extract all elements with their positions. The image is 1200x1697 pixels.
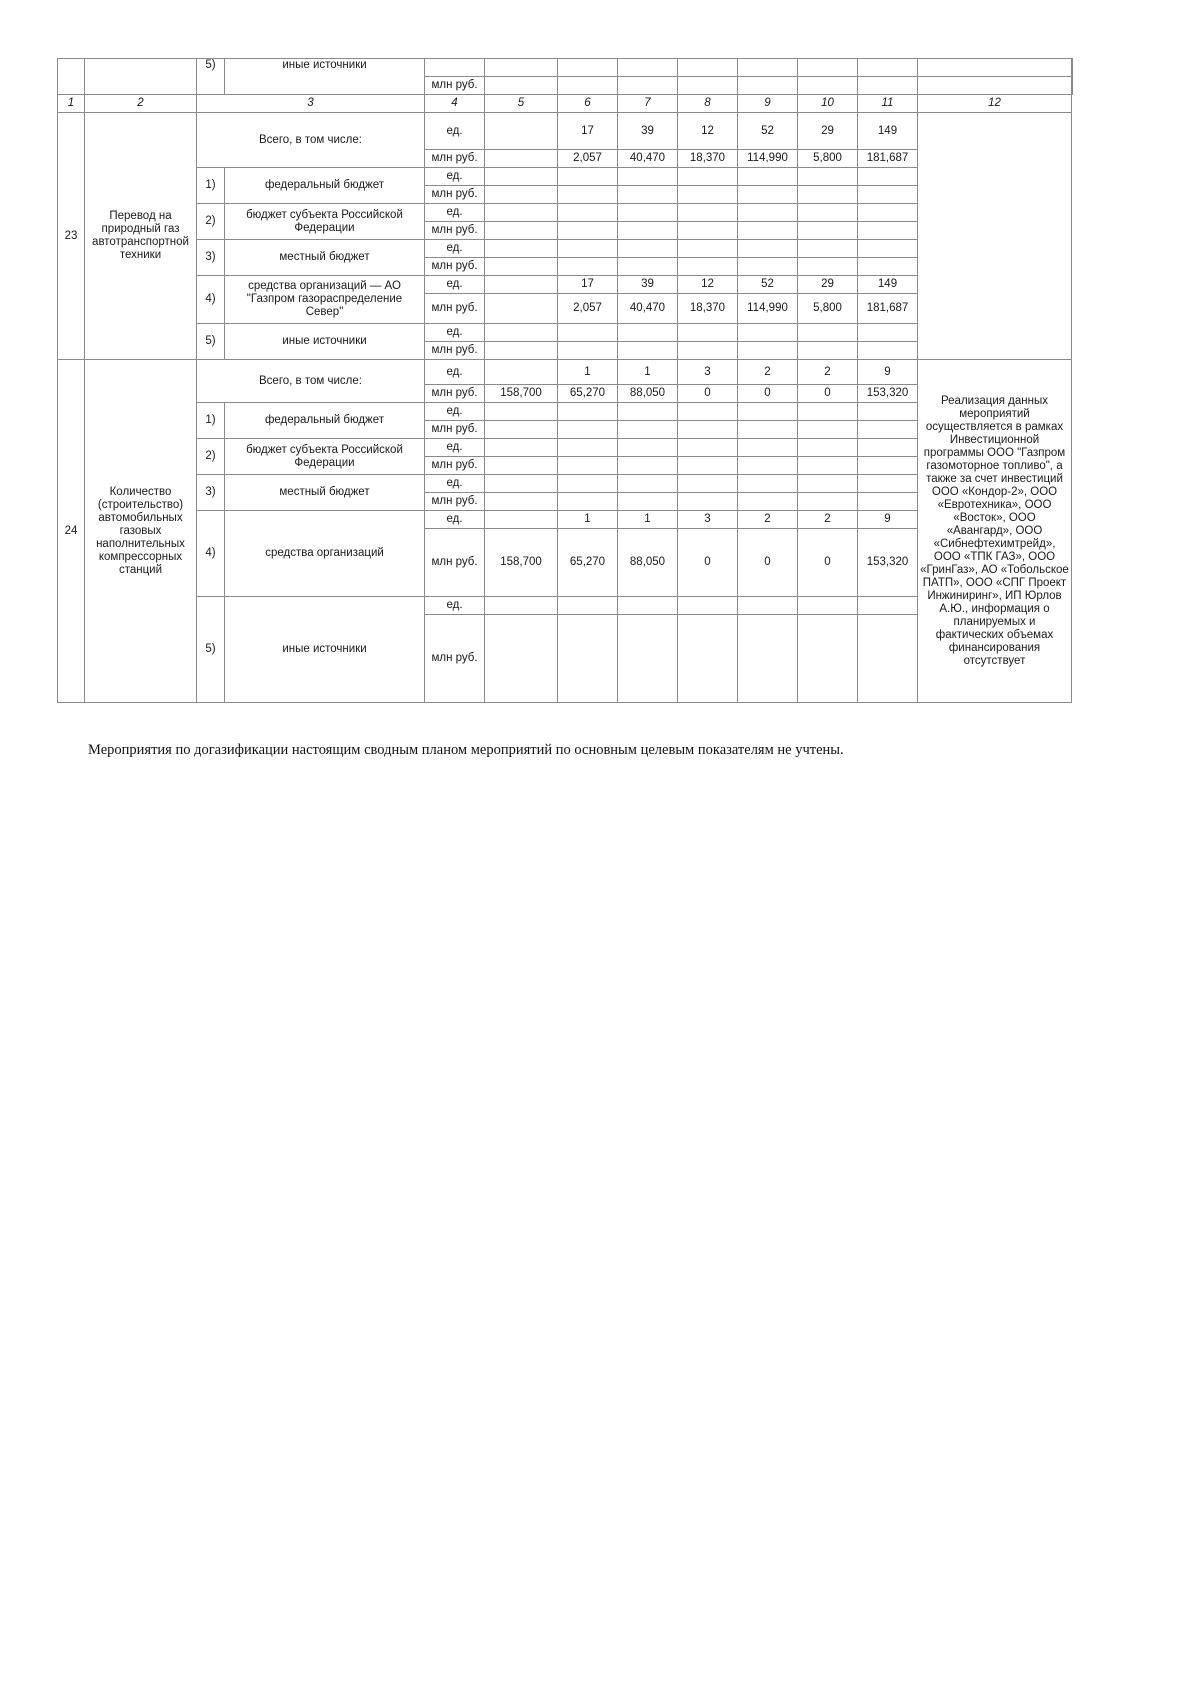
cell [798, 186, 858, 204]
value [485, 511, 558, 529]
source-label: иные источники [225, 597, 425, 703]
source-num: 4) [197, 276, 225, 324]
plan-table [57, 58, 1073, 703]
cell [558, 324, 618, 342]
cell [558, 403, 618, 421]
cell [618, 186, 678, 204]
value: 17 [558, 113, 618, 150]
value [485, 294, 558, 324]
value: 3 [678, 360, 738, 385]
unit: ед. [425, 240, 485, 258]
row-note: Реализация данных мероприятий осуществляется в рамках Инвестиционной программы ООО "Газпром газомоторное топливо", а также за счет инвестиций ООО «Кондор-2», ООО «Евротехника», ООО «Восток», ООО «Авангард», ООО «Сибнефтехимтрейд», ООО «ТПК ГАЗ», ООО «ГринГаз», АО «Тобольское ПАТП», ООО «СПГ Проект Инжиниринг», ИП Юрлов А.Ю., информация о планируемых и фактических объемах финансирования отсутствует [918, 360, 1072, 703]
value: 18,370 [678, 294, 738, 324]
unit: ед. [425, 597, 485, 615]
unit: ед. [425, 475, 485, 493]
source-label: средства организаций — АО "Газпром газораспределение Север" [225, 276, 425, 324]
cell [618, 258, 678, 276]
carry-empty-2 [85, 59, 197, 95]
unit: млн руб. [425, 457, 485, 475]
cell [558, 342, 618, 360]
footnote-paragraph: Мероприятия по догазификации настоящим сводным планом мероприятий по основным целевым показателям не учтены. [88, 742, 844, 758]
cell [858, 493, 918, 511]
cell [678, 204, 738, 222]
value: 153,320 [858, 529, 918, 597]
unit: млн руб. [425, 294, 485, 324]
cell [798, 258, 858, 276]
value: 65,270 [558, 385, 618, 403]
cell [618, 342, 678, 360]
value: 2 [798, 511, 858, 529]
cell [485, 475, 558, 493]
carry-unit-mln: млн руб. [425, 77, 485, 95]
cell [485, 421, 558, 439]
col-num: 11 [858, 95, 918, 113]
value: 40,470 [618, 294, 678, 324]
cell [858, 597, 918, 615]
value: 1 [618, 360, 678, 385]
cell [618, 597, 678, 615]
cell [558, 59, 618, 77]
source-label: федеральный бюджет [225, 168, 425, 204]
cell [485, 324, 558, 342]
cell [738, 59, 798, 77]
value: 181,687 [858, 294, 918, 324]
cell [485, 493, 558, 511]
cell [798, 324, 858, 342]
cell [798, 597, 858, 615]
cell [738, 77, 798, 95]
value: 114,990 [738, 150, 798, 168]
cell [738, 475, 798, 493]
source-num: 1) [197, 168, 225, 204]
unit: ед. [425, 511, 485, 529]
col-num: 4 [425, 95, 485, 113]
cell [678, 324, 738, 342]
cell [485, 403, 558, 421]
cell [858, 457, 918, 475]
row-number: 23 [58, 113, 85, 360]
cell [858, 439, 918, 457]
cell [678, 186, 738, 204]
cell [618, 615, 678, 703]
cell [798, 457, 858, 475]
cell [678, 457, 738, 475]
cell [678, 240, 738, 258]
cell [858, 403, 918, 421]
cell [738, 240, 798, 258]
cell [678, 342, 738, 360]
value: 52 [738, 276, 798, 294]
cell [618, 222, 678, 240]
value: 65,270 [558, 529, 618, 597]
source-label: местный бюджет [225, 240, 425, 276]
col-num: 10 [798, 95, 858, 113]
unit: ед. [425, 324, 485, 342]
value: 12 [678, 276, 738, 294]
unit: ед. [425, 204, 485, 222]
col-num: 7 [618, 95, 678, 113]
col-num: 1 [58, 95, 85, 113]
value: 2 [738, 511, 798, 529]
cell [678, 258, 738, 276]
value: 149 [858, 276, 918, 294]
unit: млн руб. [425, 493, 485, 511]
cell [798, 615, 858, 703]
cell [858, 204, 918, 222]
source-num: 3) [197, 240, 225, 276]
cell [558, 615, 618, 703]
row-note-empty [918, 113, 1072, 360]
cell [558, 240, 618, 258]
cell [918, 59, 1072, 77]
value: 0 [798, 385, 858, 403]
cell [618, 493, 678, 511]
cell [618, 403, 678, 421]
cell [678, 439, 738, 457]
cell [738, 403, 798, 421]
cell [485, 240, 558, 258]
cell [678, 421, 738, 439]
value: 0 [738, 385, 798, 403]
cell [798, 222, 858, 240]
value: 149 [858, 113, 918, 150]
source-num: 1) [197, 403, 225, 439]
value: 88,050 [618, 385, 678, 403]
value: 9 [858, 360, 918, 385]
cell [798, 421, 858, 439]
row-title: Количество (строительство) автомобильных газовых наполнительных компрессорных станций [85, 360, 197, 703]
cell [798, 77, 858, 95]
cell [558, 204, 618, 222]
cell [485, 168, 558, 186]
cell [558, 186, 618, 204]
cell [618, 457, 678, 475]
cell [798, 475, 858, 493]
unit: ед. [425, 403, 485, 421]
carry-note [1072, 59, 1073, 95]
cell [798, 240, 858, 258]
col-num: 12 [918, 95, 1072, 113]
value: 0 [738, 529, 798, 597]
value: 1 [558, 360, 618, 385]
col-num: 9 [738, 95, 798, 113]
cell [618, 439, 678, 457]
cell [918, 77, 1072, 95]
source-num: 5) [197, 324, 225, 360]
cell [678, 493, 738, 511]
cell [485, 342, 558, 360]
value: 1 [558, 511, 618, 529]
cell [558, 457, 618, 475]
total-label: Всего, в том числе: [197, 360, 425, 403]
cell [738, 493, 798, 511]
value: 29 [798, 276, 858, 294]
cell [618, 475, 678, 493]
cell [738, 615, 798, 703]
col-num: 3 [197, 95, 425, 113]
unit: млн руб. [425, 186, 485, 204]
value: 2,057 [558, 294, 618, 324]
cell [678, 597, 738, 615]
cell [738, 597, 798, 615]
cell [678, 168, 738, 186]
cell [858, 324, 918, 342]
value: 5,800 [798, 150, 858, 168]
cell [798, 493, 858, 511]
unit: млн руб. [425, 421, 485, 439]
value: 158,700 [485, 385, 558, 403]
col-num: 6 [558, 95, 618, 113]
value: 40,470 [618, 150, 678, 168]
cell [858, 475, 918, 493]
cell [558, 168, 618, 186]
source-num: 4) [197, 511, 225, 597]
source-label: средства организаций [225, 511, 425, 597]
source-num: 3) [197, 475, 225, 511]
cell [858, 168, 918, 186]
cell [485, 204, 558, 222]
cell [678, 77, 738, 95]
cell [558, 475, 618, 493]
value: 1 [618, 511, 678, 529]
cell [485, 59, 558, 77]
value [485, 150, 558, 168]
cell [485, 457, 558, 475]
value: 9 [858, 511, 918, 529]
cell [858, 421, 918, 439]
unit: млн руб. [425, 258, 485, 276]
cell [485, 615, 558, 703]
value [485, 360, 558, 385]
value: 2 [738, 360, 798, 385]
cell [558, 77, 618, 95]
cell [558, 222, 618, 240]
value: 0 [678, 529, 738, 597]
carry-sub-num: 5) [197, 59, 225, 95]
cell [738, 204, 798, 222]
cell [618, 168, 678, 186]
cell [678, 222, 738, 240]
table-row [58, 113, 1073, 150]
cell [618, 324, 678, 342]
value [485, 113, 558, 150]
cell [558, 597, 618, 615]
unit: млн руб. [425, 150, 485, 168]
value: 3 [678, 511, 738, 529]
unit: ед. [425, 360, 485, 385]
value [485, 276, 558, 294]
cell [798, 342, 858, 360]
value: 12 [678, 113, 738, 150]
cell [558, 258, 618, 276]
cell [618, 59, 678, 77]
cell [798, 439, 858, 457]
col-num: 8 [678, 95, 738, 113]
carry-unit-ed [425, 59, 485, 77]
cell [738, 258, 798, 276]
cell [858, 186, 918, 204]
unit: ед. [425, 113, 485, 150]
cell [738, 342, 798, 360]
cell [678, 475, 738, 493]
cell [558, 439, 618, 457]
source-label: бюджет субъекта Российской Федерации [225, 204, 425, 240]
source-num: 2) [197, 204, 225, 240]
source-num: 5) [197, 597, 225, 703]
table-row [58, 360, 1073, 385]
value: 88,050 [618, 529, 678, 597]
unit: млн руб. [425, 222, 485, 240]
cell [858, 342, 918, 360]
cell [485, 222, 558, 240]
cell [798, 59, 858, 77]
cell [738, 324, 798, 342]
cell [558, 493, 618, 511]
cell [858, 615, 918, 703]
total-label: Всего, в том числе: [197, 113, 425, 168]
value: 153,320 [858, 385, 918, 403]
cell [618, 421, 678, 439]
source-label: иные источники [225, 324, 425, 360]
cell [738, 168, 798, 186]
cell [485, 597, 558, 615]
unit: ед. [425, 168, 485, 186]
source-label: федеральный бюджет [225, 403, 425, 439]
cell [618, 77, 678, 95]
source-num: 2) [197, 439, 225, 475]
cell [485, 186, 558, 204]
cell [618, 204, 678, 222]
value: 2,057 [558, 150, 618, 168]
value: 52 [738, 113, 798, 150]
value: 5,800 [798, 294, 858, 324]
cell [798, 204, 858, 222]
value: 114,990 [738, 294, 798, 324]
carry-empty-1 [58, 59, 85, 95]
cell [558, 421, 618, 439]
column-number-row [58, 95, 1073, 113]
value: 29 [798, 113, 858, 150]
value: 158,700 [485, 529, 558, 597]
value: 18,370 [678, 150, 738, 168]
cell [738, 439, 798, 457]
value: 39 [618, 113, 678, 150]
cell [798, 403, 858, 421]
cell [678, 403, 738, 421]
value: 17 [558, 276, 618, 294]
value: 0 [678, 385, 738, 403]
unit: ед. [425, 439, 485, 457]
cell [485, 258, 558, 276]
cell [858, 222, 918, 240]
cell [798, 168, 858, 186]
cell [485, 77, 558, 95]
unit: млн руб. [425, 615, 485, 703]
cell [738, 421, 798, 439]
unit: млн руб. [425, 529, 485, 597]
value: 2 [798, 360, 858, 385]
cell [738, 222, 798, 240]
source-label: местный бюджет [225, 475, 425, 511]
carry-sub-label: иные источники [225, 59, 425, 95]
row-title: Перевод на природный газ автотранспортной техники [85, 113, 197, 360]
unit: ед. [425, 276, 485, 294]
value: 181,687 [858, 150, 918, 168]
cell [738, 457, 798, 475]
source-label: бюджет субъекта Российской Федерации [225, 439, 425, 475]
cell [678, 615, 738, 703]
cell [678, 59, 738, 77]
unit: млн руб. [425, 385, 485, 403]
value: 39 [618, 276, 678, 294]
cell [858, 77, 918, 95]
cell [858, 240, 918, 258]
col-num: 2 [85, 95, 197, 113]
value: 0 [798, 529, 858, 597]
cell [618, 240, 678, 258]
cell [858, 59, 918, 77]
col-num: 5 [485, 95, 558, 113]
cell [485, 439, 558, 457]
cell [738, 186, 798, 204]
cell [858, 258, 918, 276]
unit: млн руб. [425, 342, 485, 360]
row-number: 24 [58, 360, 85, 703]
